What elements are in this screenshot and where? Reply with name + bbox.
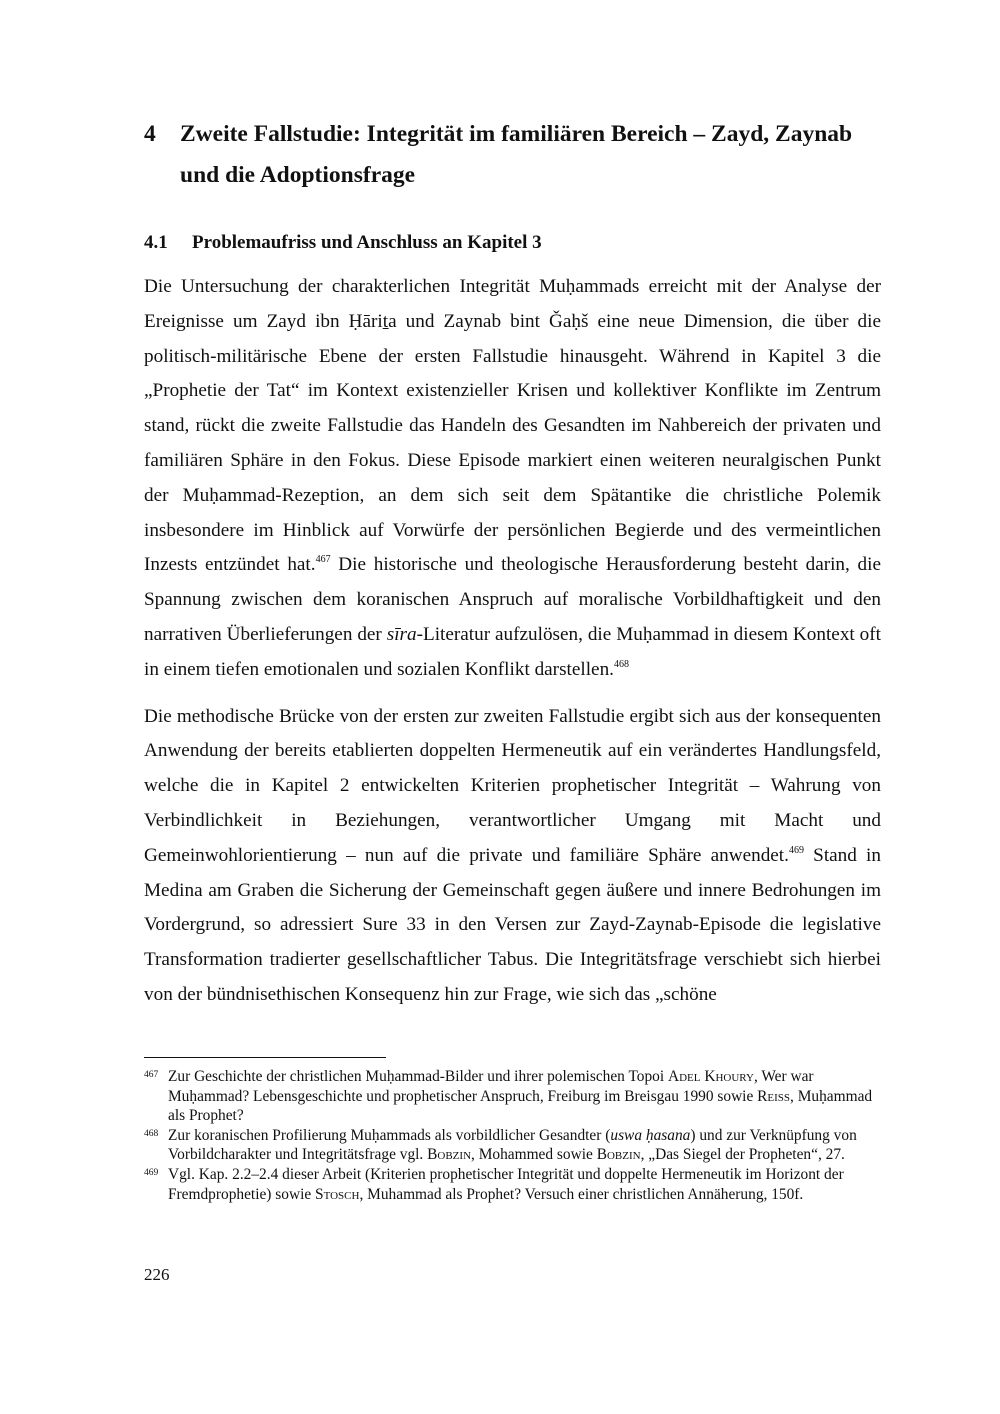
author-name: Bobzin [427, 1146, 472, 1164]
paragraph-2 [144, 700, 881, 1013]
chapter-heading [144, 114, 884, 196]
footnote-text-part: , Muhammad als Prophet? Versuch einer christlichen Annäherung, 150f. [359, 1185, 804, 1203]
paragraph-2-text-a: Die methodische Brücke von der ersten zur zweiten Fallstudie ergibt sich aus der konsequenten Anwendung der bereits etablierten doppelten Hermeneutik auf ein verändertes Handlungsfeld, welche die in Kapitel 2 entwickelten Kriterien prophetischer Integrität – Wahrung von Verbindlichkeit in Beziehungen, verantwortlicher Umgang mit Macht und Gemeinwohlorientierung – nun auf die private und familiäre Sphäre anwendet. [144, 705, 881, 866]
footnote-number: 467 [144, 1070, 159, 1080]
footnote-text-part: Zur koranischen Profilierung Muḥammads als vorbildlicher Gesandter ( [168, 1126, 611, 1144]
section-heading [144, 230, 884, 256]
footnote-ref-469: 469 [788, 844, 804, 856]
author-name: Adel Khoury [667, 1068, 754, 1085]
footnote-467 [144, 1067, 881, 1126]
footnote-text-part: , Mohammed sowie [471, 1146, 597, 1164]
footnote-text-part: , „Das Siegel der Propheten“, 27. [640, 1146, 845, 1164]
footnote-468 [144, 1126, 881, 1165]
footnote-number: 469 [144, 1167, 159, 1178]
footnotes [144, 1067, 881, 1204]
footnote-text [168, 1126, 881, 1165]
section-number: 4.1 [144, 232, 168, 253]
footnote-text [168, 1067, 881, 1126]
page-number: 226 [144, 1265, 170, 1284]
body-text [144, 270, 881, 1013]
section-title: Problemaufriss und Anschluss an Kapitel 3 [192, 232, 542, 253]
author-name: Stosch [315, 1185, 360, 1203]
footnote-ref-467: 467 [315, 554, 331, 566]
italic-term: uswa ḥasana [610, 1126, 691, 1144]
footnote-text-part: Zur Geschichte der christlichen Muḥammad-Bilder und ihrer polemischen Topoi [168, 1068, 668, 1085]
footnote-text-part: , Muḥammad als Prophet? [168, 1087, 873, 1125]
paragraph-1 [144, 270, 881, 688]
footnote-separator [144, 1057, 386, 1058]
italic-term-sira: sīra [386, 623, 417, 645]
paragraph-2-text-b: Stand in Medina am Graben die Sicherung der Gemeinschaft gegen äußere und innere Bedrohungen im Vordergrund, so adressiert Sure 33 in den Versen zur Zayd-Zaynab-Episode die legislative Transformation tradierter gesellschaftlicher Tabus. Die Integritätsfrage verschiebt sich hierbei von der bündnisethischen Konsequenz hin zur Frage, wie sich das „schöne [144, 844, 881, 1005]
paragraph-1-text-c: -Literatur aufzulösen, die Muḥammad in diesem Kontext oft in einem tiefen emotionalen und sozialen Konflikt darstellen. [144, 623, 881, 680]
author-name: Bobzin [596, 1146, 641, 1164]
chapter-title: Zweite Fallstudie: Integrität im familiären Bereich – Zayd, Zaynab und die Adoptionsfrage [180, 121, 853, 188]
author-name: Reiss [757, 1087, 791, 1105]
chapter-number: 4 [144, 121, 156, 147]
footnote-number: 468 [144, 1128, 159, 1139]
paragraph-1-text-a: Die Untersuchung der charakterlichen Integrität Muḥammads erreicht mit der Analyse der Ereignisse um Zayd ibn Ḥāriṯa und Zaynab bint Ǧaḥš eine neue Dimension, die über die politisch-militärische Ebene der ersten Fallstudie hinausgeht. Während in Kapitel 3 die „Prophetie der Tat“ im Kontext existenzieller Krisen und kollektiver Konflikte im Zentrum stand, rückt die zweite Fallstudie das Handeln des Gesandten im Nahbereich der privaten und familiären Sphäre in den Fokus. Diese Episode markiert einen weiteren neuralgischen Punkt der Muḥammad-Rezeption, an dem sich seit dem Spätantike die christliche Polemik insbesondere im Hinblick auf Vorwürfe der persönlichen Begierde und des vermeintlichen Inzests entzündet hat. [144, 276, 881, 576]
paragraph-1-text-b: Die historische und theologische Herausforderung besteht darin, die Spannung zwischen dem koranischen Anspruch auf moralische Vorbildhaftigkeit und den narrativen Überlieferungen der [144, 554, 881, 645]
footnote-469 [144, 1165, 881, 1204]
footnote-text [168, 1165, 881, 1204]
footnote-text-part: Vgl. Kap. 2.2–2.4 dieser Arbeit (Kriterien prophetischer Integrität und doppelte Hermeneutik im Horizont der Fremdprophetie) sowie [168, 1165, 844, 1203]
footnote-ref-468: 468 [613, 658, 629, 670]
footnote-text-part: ) und zur Verknüpfung von Vorbildcharakter und Integritätsfrage vgl. [168, 1126, 857, 1164]
footnote-text-part: , Wer war Muḥammad? Lebensgeschichte und prophetischer Anspruch, Freiburg im Breisgau 1990 sowie [168, 1068, 814, 1105]
